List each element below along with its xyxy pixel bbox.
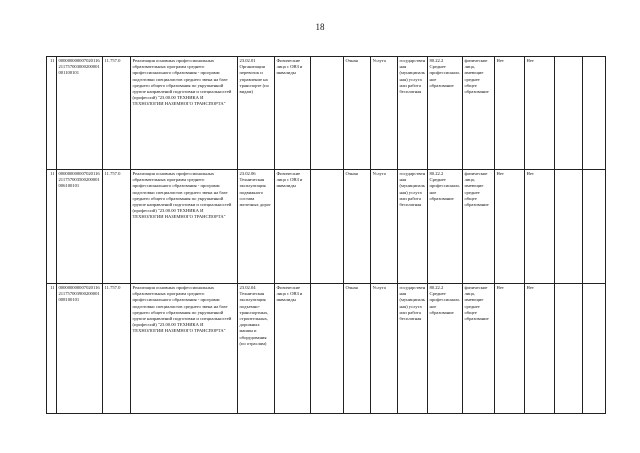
empty-cell [583, 284, 606, 414]
registry-code: 000000000007020116211757003900200001008100101 [57, 284, 103, 414]
flag-2: Нет [525, 57, 555, 170]
service-code: 11.757.0 [103, 170, 131, 284]
service-kind: Услуга [371, 170, 398, 284]
flag-2: Нет [525, 170, 555, 284]
okved-code: 80.22.2 Среднее профессиональное образование [428, 170, 463, 284]
service-type: государственная (муниципальная) услуга или работа бесплатная [398, 57, 428, 170]
page-number: 18 [315, 22, 325, 32]
recipients: физические лица, имеющие среднее общее образование [463, 170, 495, 284]
empty-cell [583, 170, 606, 284]
table-row [47, 284, 606, 414]
flag-1: Нет [495, 170, 525, 284]
empty-cell [311, 57, 344, 170]
specialty: 23.02.01 Организация перевозок и управление на транспорте (по видам) [238, 57, 275, 170]
row-index: 11 [47, 284, 57, 414]
registry-table [46, 56, 606, 414]
service-kind: Услуга [371, 284, 398, 414]
empty-cell [583, 57, 606, 170]
recipient-category: Физические лица с ОВЗ и инвалиды [275, 284, 311, 414]
flag-1: Нет [495, 284, 525, 414]
empty-cell [311, 284, 344, 414]
table-row [47, 170, 606, 284]
service-type: государственная (муниципальная) услуга или работа бесплатная [398, 284, 428, 414]
table-row [47, 57, 606, 170]
recipients: физические лица, имеющие среднее общее образование [463, 57, 495, 170]
service-type: государственная (муниципальная) услуга или работа бесплатная [398, 170, 428, 284]
empty-cell [311, 170, 344, 284]
registry-code: 000000000007020116211757003000200001001100101 [57, 57, 103, 170]
education-form: Очная [344, 57, 371, 170]
okved-code: 80.22.2 Среднее профессиональное образование [428, 57, 463, 170]
empty-cell [555, 284, 583, 414]
empty-cell [555, 170, 583, 284]
recipient-category: Физические лица с ОВЗ и инвалиды [275, 170, 311, 284]
recipients: физические лица, имеющие среднее общее образование [463, 284, 495, 414]
specialty: 23.02.06 Техническая эксплуатация подвижного состава железных дорог [238, 170, 275, 284]
flag-1: Нет [495, 57, 525, 170]
service-name: Реализация основных профессиональных образовательных программ среднего профессионального образования - программ подготовки специалистов среднего звена на базе среднего общего образования по укрупненной группе направлений подготовки и специальностей (профессий) "23.00.00 ТЕХНИКА И ТЕХНОЛОГИИ НАЗЕМНОГО ТРАНСПОРТА" [131, 170, 238, 284]
service-kind: Услуга [371, 57, 398, 170]
service-name: Реализация основных профессиональных образовательных программ среднего профессионального образования - программ подготовки специалистов среднего звена на базе среднего общего образования по укрупненной группе направлений подготовки и специальностей (профессий) "23.00.00 ТЕХНИКА И ТЕХНОЛОГИИ НАЗЕМНОГО ТРАНСПОРТА" [131, 57, 238, 170]
specialty: 23.02.04 Техническая эксплуатация подъемно-транспортных, строительных, дорожных машин и оборудования (по отраслям) [238, 284, 275, 414]
okved-code: 80.22.2 Среднее профессиональное образование [428, 284, 463, 414]
row-index: 11 [47, 170, 57, 284]
education-form: Очная [344, 170, 371, 284]
empty-cell [555, 57, 583, 170]
registry-code: 000000000007020116211757003500200001006100101 [57, 170, 103, 284]
row-index: 11 [47, 57, 57, 170]
flag-2: Нет [525, 284, 555, 414]
service-code: 11.757.0 [103, 57, 131, 170]
service-code: 11.757.0 [103, 284, 131, 414]
education-form: Очная [344, 284, 371, 414]
service-name: Реализация основных профессиональных образовательных программ среднего профессионального образования - программ подготовки специалистов среднего звена на базе среднего общего образования по укрупненной группе направлений подготовки и специальностей (профессий) "23.00.00 ТЕХНИКА И ТЕХНОЛОГИИ НАЗЕМНОГО ТРАНСПОРТА" [131, 284, 238, 414]
recipient-category: Физические лица с ОВЗ и инвалиды [275, 57, 311, 170]
